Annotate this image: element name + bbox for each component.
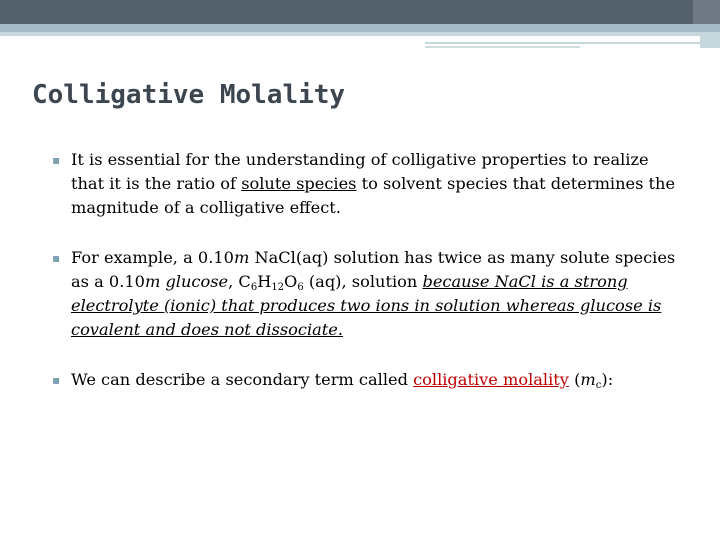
bullet-2-text-aq: (aq), solution [303,272,423,291]
slide-title: Colligative Molality [32,80,346,110]
formula-c: , C [228,272,251,291]
bullet-1-text-end: to solvent species that determines the magnitude of a colligative effect. [71,174,676,217]
bullet-item-2 [52,246,682,342]
header-rule-2 [425,46,580,48]
formula-sub-o: 6 [297,282,304,293]
bullet-3-paren-open: ( [568,370,581,389]
header-bar-light [0,32,720,36]
header-bar-teal [0,24,720,32]
bullet-marker-icon: ▪ [52,373,61,387]
colligative-molality-term: colligative molality [413,370,569,389]
bullet-2-text: For example, a 0.10 [71,248,234,267]
formula-o: O [284,272,298,291]
bullet-marker-icon: ▪ [52,251,61,265]
molality-unit: m [233,248,250,267]
bullet-2-text-mid: NaCl(aq) solution has twice as many solute species as a 0.10 [71,248,676,291]
mc-symbol: m [580,370,596,389]
formula-sub-c: 6 [250,282,258,293]
bullet-list [52,148,682,392]
bullet-3-paren-close: ): [601,370,614,389]
bullet-item-3 [52,368,682,392]
bullet-item-1 [52,148,682,220]
header-bar-dark [0,0,720,24]
bullet-3-text: We can describe a secondary term called [71,370,414,389]
header-corner-block [700,36,720,48]
solute-species-term: solute species [241,174,357,193]
formula-h: H [257,272,272,291]
header-bar-accent [693,0,720,24]
glucose-term: m glucose [144,272,229,291]
because-explanation: because NaCl is a strong electrolyte (ionic) that produces two ions in solution whereas glucose is covalent and does not dissociate. [71,272,662,339]
bullet-marker-icon: ▪ [52,153,61,167]
header-rule-1 [425,42,720,44]
formula-sub-h: 12 [271,282,285,293]
mc-subscript: c [595,380,602,391]
bullet-1-text: It is essential for the understanding of colligative properties to realize that it is the ratio of [71,150,649,193]
